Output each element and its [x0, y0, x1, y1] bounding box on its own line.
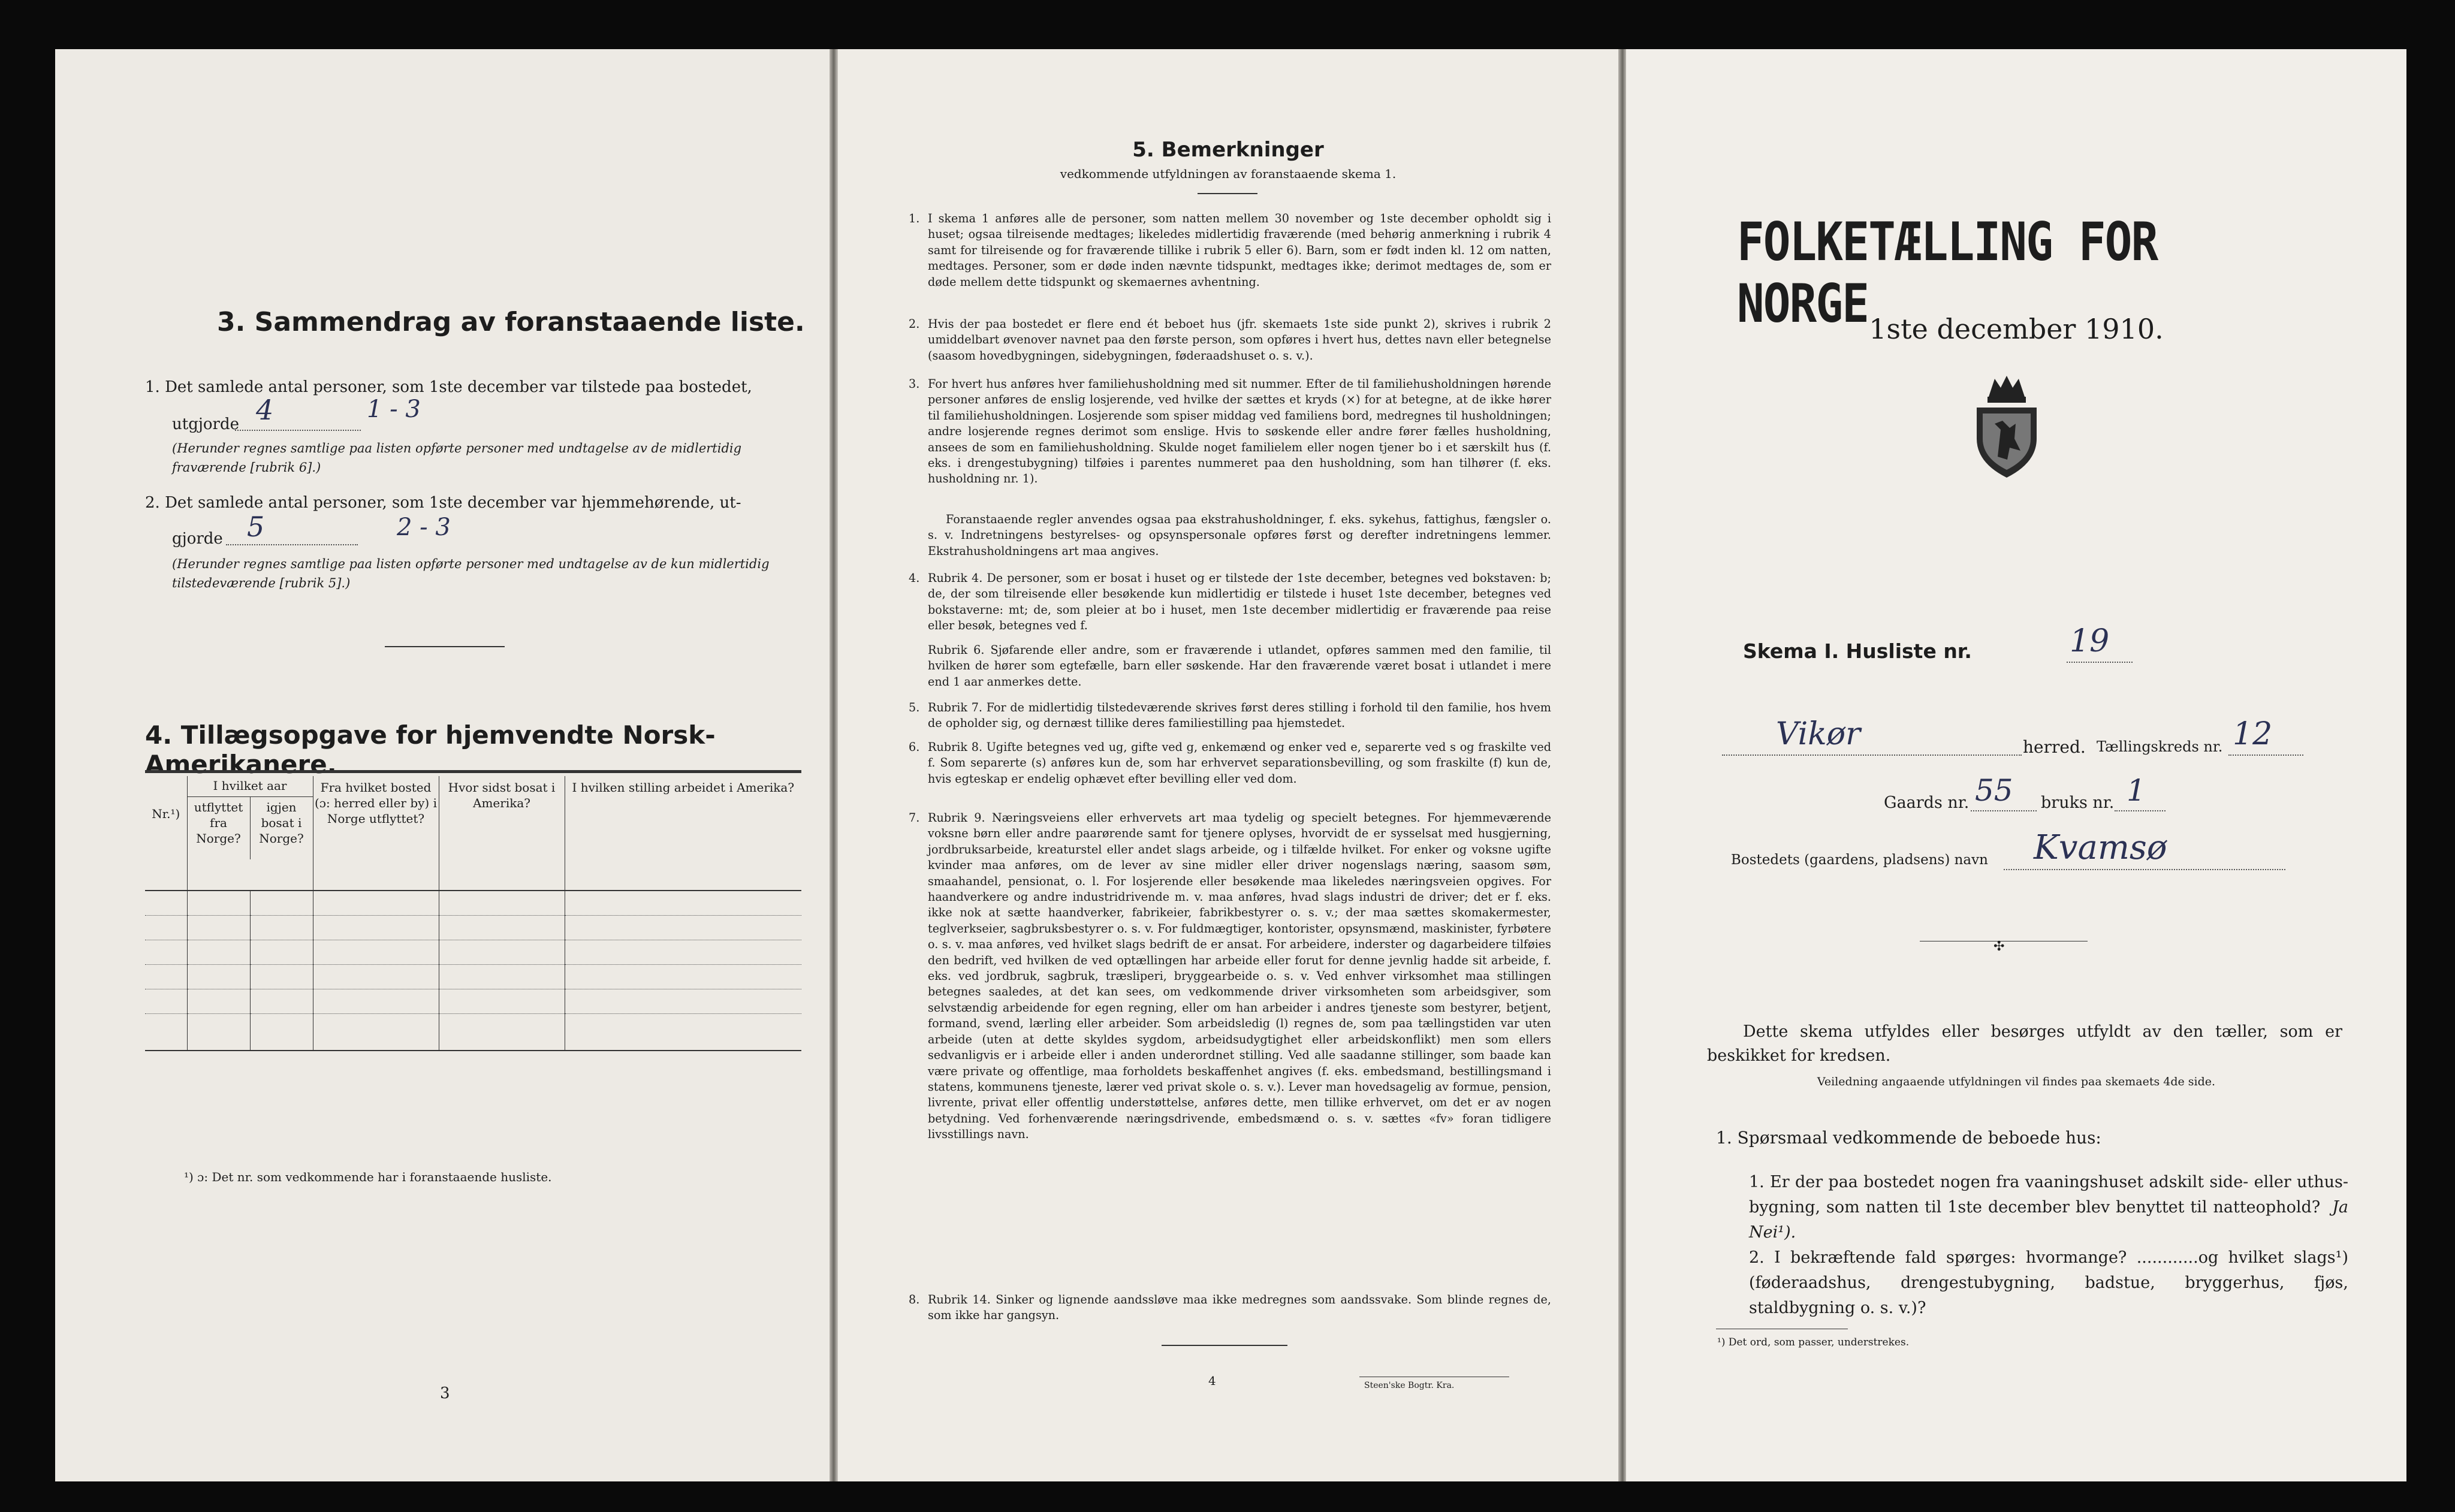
remarks-subtitle: vedkommende utfyldningen av foranstaaende skema 1. [1060, 167, 1397, 181]
col-fra-bosted: Fra hvilket bosted (ɔ: herred eller by) i Norge utflyttet? [313, 776, 439, 891]
remark-4: 4. Rubrik 4. De personer, som er bosat i huset og er tilstede der 1ste december, betegnes ved bokstaven: b; de, der som tilreisende eller besøkende kun midlertidig er tilstede i huset 1ste december, betegnes ved bokstaverne: mt; de, som pleier at bo i huset, men 1ste december midlertidig er fraværende paa reise eller besøk, betegnes ved f. [909, 571, 1551, 633]
herred-label: herred. [2023, 737, 2086, 757]
gaards-value: 55 [1975, 773, 2013, 808]
page-4-remarks [838, 49, 1618, 1481]
bosted-label: Bostedets (gaardens, pladsens) navn [1731, 852, 1988, 868]
bosted-value: Kvamsø [2034, 828, 2167, 867]
binding-fold [1618, 49, 1627, 1481]
skema-label: Skema I. Husliste nr. [1743, 639, 1972, 663]
instruction: Dette skema utfyldes eller besørges utfyldt av den tæller, som er beskikket for kredsen. [1707, 1022, 2342, 1065]
col-utflyttet: utflyttet fra Norge? [188, 797, 251, 859]
bruks-label: bruks nr. [2041, 793, 2115, 812]
section4-title: 4. Tillægsopgave for hjemvendte Norsk-Amerikanere. [145, 720, 716, 779]
remarks-title: 5. Bemerkninger [1132, 138, 1324, 162]
page-number: 4 [1208, 1374, 1216, 1388]
item2-value: 5 [247, 511, 265, 543]
table-row [145, 940, 801, 965]
table-row [145, 989, 801, 1014]
coat-of-arms-icon [1968, 373, 2046, 481]
item1-value: 4 [256, 394, 274, 426]
table-row [145, 891, 801, 916]
norsk-amerikanere-table [145, 776, 801, 1051]
col-amerika-bosat: Hvor sidst bosat i Amerika? [439, 776, 565, 891]
husliste-nr: 19 [2070, 623, 2110, 659]
table-row [145, 916, 801, 940]
table-row [145, 1014, 801, 1051]
remark-3: 3. For hvert hus anføres hver familiehusholdning med sit nummer. Efter de til familiehusholdningen hørende personer anføres de enslig losjerende, ved hvilke der sættes et kryds (×) for at betegne, at de ikke hører til familiehusholdningen. Losjerende som spiser middag ved familiens bord, medregnes til husholdningen; andre losjerende regnes derimot som enslige. Hvis to søskende eller andre fører fælles husholdning, ansees de som en familiehusholdning. Skulde noget familielem eller nogen tjener bo i et særskilt hus (f. eks. i drengestubygning) tilføies i parentes nummeret paa den husholdning, som han tilhører (f. eks. husholdning nr. 1). [909, 377, 1551, 486]
form-title: FOLKETÆLLING FOR NORGE [1737, 211, 2158, 334]
item2-extra: 2 - 3 [397, 514, 451, 541]
footnote: ¹) Det ord, som passer, understrekes. [1717, 1336, 1910, 1348]
divider [385, 646, 505, 647]
item1-label: utgjorde [172, 415, 240, 433]
kreds-label: Tællingskreds nr. [2097, 738, 2223, 755]
footnote: ¹) ɔ: Det nr. som vedkommende har i foranstaaende husliste. [184, 1170, 552, 1184]
remark-4b: Rubrik 6. Sjøfarende eller andre, som er fraværende i utlandet, opføres sammen med den familie, til hvilken de hører som egtefælle, barn eller søskende. Har den fraværende været bosat i utlandet i mere end 1 aar anmerkes dette. [928, 643, 1551, 689]
remark-2: 2. Hvis der paa bostedet er flere end ét beboet hus (jfr. skemaets 1ste side punkt 2), skrives i rubrik 2 umiddelbart øvenover navnet paa den første person, som opføres i hvert hus, dettes navn eller betegnelse (saasom hovedbygningen, sidebygningen, føderaadshuset o. s. v.). [909, 317, 1551, 363]
item2-text: 2. Det samlede antal personer, som 1ste december var hjemmehørende, ut- [145, 494, 741, 512]
section3-title: 3. Sammendrag av foranstaaende liste. [217, 307, 805, 337]
question-2: 2. I bekræftende fald spørges: hvormange? ............og hvilket slags¹) (føderaadshus, drengestubygning, badstue, bryggerhus, fjøs, staldbygning o. s. v.)? [1749, 1248, 2348, 1317]
col-nr: Nr.¹) [145, 776, 187, 891]
page-1-cover [1626, 49, 2406, 1481]
bruks-value: 1 [2127, 773, 2146, 808]
questions-heading: 1. Spørsmaal vedkommende de beboede hus: [1716, 1128, 2101, 1148]
printer-mark: Steen'ske Bogtr. Kra. [1364, 1381, 1455, 1390]
form-date: 1ste december 1910. [1869, 313, 2164, 345]
remark-5: 5. Rubrik 7. For de midlertidig tilstedeværende skrives først deres stilling i forhold til den familie, hos hvem de opholder sig, og dernæst tillike deres familiestilling paa hjemstedet. [909, 701, 1551, 731]
item1-text: 1. Det samlede antal personer, som 1ste december var tilstede paa bostedet, [145, 378, 752, 396]
item2-note: (Herunder regnes samtlige paa listen opførte personer med undtagelse av de kun midlertidig tilstedeværende [rubrik 5].) [172, 557, 770, 590]
remark-3b: Foranstaaende regler anvendes ogsaa paa ekstrahusholdninger, f. eks. sykehus, fattighus, fængsler o. s. v. Indretningens bestyrelses- og opsynspersonale opføres først og derefter indretningens lemmer. Ekstrahusholdningens art maa angives. [928, 512, 1551, 558]
binding-fold [830, 49, 838, 1481]
col-stilling: I hvilken stilling arbeidet i Amerika? [565, 776, 801, 891]
veiledning: Veiledning angaaende utfyldningen vil findes paa skemaets 4de side. [1817, 1075, 2216, 1088]
item2-label: gjorde [172, 530, 223, 548]
herred-value: Vikør [1776, 716, 1860, 752]
gaards-label: Gaards nr. [1884, 793, 1970, 812]
kreds-value: 12 [2233, 716, 2273, 752]
remark-6: 6. Rubrik 8. Ugifte betegnes ved ug, gifte ved g, enkemænd og enker ved e, separerte ved s og fraskilte ved f. Som separerte (s) anføres kun de, som har erhvervet separationsbevilling, og som fraskilte (f) kun de, hvis egteskap er endelig ophævet efter bevilling eller ved dom. [909, 740, 1551, 786]
table-row [145, 965, 801, 989]
ornament-icon: ✣ [1993, 939, 2005, 954]
page-number: 3 [440, 1384, 450, 1402]
item1-note: (Herunder regnes samtlige paa listen opførte personer med undtagelse av de midlertidig fraværende [rubrik 6].) [172, 441, 742, 475]
item1-extra: 1 - 3 [367, 396, 421, 423]
remark-7: 7. Rubrik 9. Næringsveiens eller erhvervets art maa tydelig og specielt betegnes. For hjemmeværende voksne børn eller andre paarørende samt for tjenere oplyses, hvorvidt de er sysselsat med husgjerning, jordbruksarbeide, kreaturstel eller andet slags arbeide, og i tilfælde hvilket. For enker og voksne ugifte kvinder maa anføres, om de lever av sine midler eller driver nogenslags næring, saasom søm, smaahandel, pensionat, o. l. For losjerende eller besøkende maa likeledes næringsveien opgives. For haandverkere og andre industridrivende m. v. maa anføres, hvad slags industri de driver; det er f. eks. ikke nok at sætte haandverker, fabrikeier, fabrikbestyrer o. s. v.; der maa sættes skomakermester, teglverkseier, sagbruksbestyrer o. s. v. For fuldmægtiger, kontorister, opsynsmænd, maskinister, fyrbøtere o. s. v. maa anføres, ved hvilket slags bedrift de er ansat. For arbeidere, inderster og dagarbeidere tilføies den bedrift, ved hvilken de ved optællingen har arbeide eller forut for denne jevnlig hadde sit arbeide, f. eks. ved jordbruk, sagbruk, træsliperi, bryggearbeide o. s. v. Ved enhver virksomhet maa stillingen betegnes saaledes, at det kan sees, om vedkommende driver virksomheten som arbeidsgiver, som selvstændig arbeidende for egen regning, eller om han arbeider i andres tjeneste som bestyrer, betjent, formand, svend, lærling eller arbeider. Som arbeidsledig (l) regnes de, som paa tællingstiden var uten arbeide (uten at dette skyldes sygdom, arbeidsudygtighet eller arbeidskonflikt) men som ellers sedvanligvis er i arbeide eller i anden underordnet stilling. Ved alle saadanne stillinger, som baade kan være private og offentlige, maa forholdets beskaffenhet angives (f. eks. embedsmand, bestillingsmand i statens, kommunens tjeneste, lærer ved privat skole o. s. v.). Lever man hovedsagelig av formue, pension, livrente, privat eller offentlig understøttelse, anføres dette, men tillike erhvervet, om det er av nogen betydning. Ved forhenværende næringsdrivende, embedsmænd o. s. v. sættes «fv» foran tidligere livsstillings navn. [909, 811, 1551, 1142]
remark-8: 8. Rubrik 14. Sinker og lignende aandssløve maa ikke medregnes som aandssvake. Som blinde regnes de, som ikke har gangsyn. [909, 1293, 1551, 1323]
remark-1: 1. I skema 1 anføres alle de personer, som natten mellem 30 november og 1ste december opholdt sig i huset; ogsaa tilreisende medtages; likeledes midlertidig fraværende (med behørig anmerkning i rubrik 4 samt for tilreisende og for fraværende tillike i rubrik 5 eller 6). Barn, som er født inden kl. 12 om natten, medtages. Personer, som er døde inden nævnte tidspunkt, medtages ikke; derimot medtages de, som er døde mellem dette tidspunkt og skemaernes avhentning. [909, 212, 1551, 289]
col-igjen: igjen bosat i Norge? [259, 800, 304, 846]
col-aar: I hvilket aar [188, 776, 313, 797]
page-3-summary [55, 49, 833, 1481]
question-1: 1. Er der paa bostedet nogen fra vaaningshuset adskilt side- eller uthus-bygning, som natten til 1ste december blev benyttet til natteophold? Ja Nei¹). [1749, 1173, 2348, 1242]
